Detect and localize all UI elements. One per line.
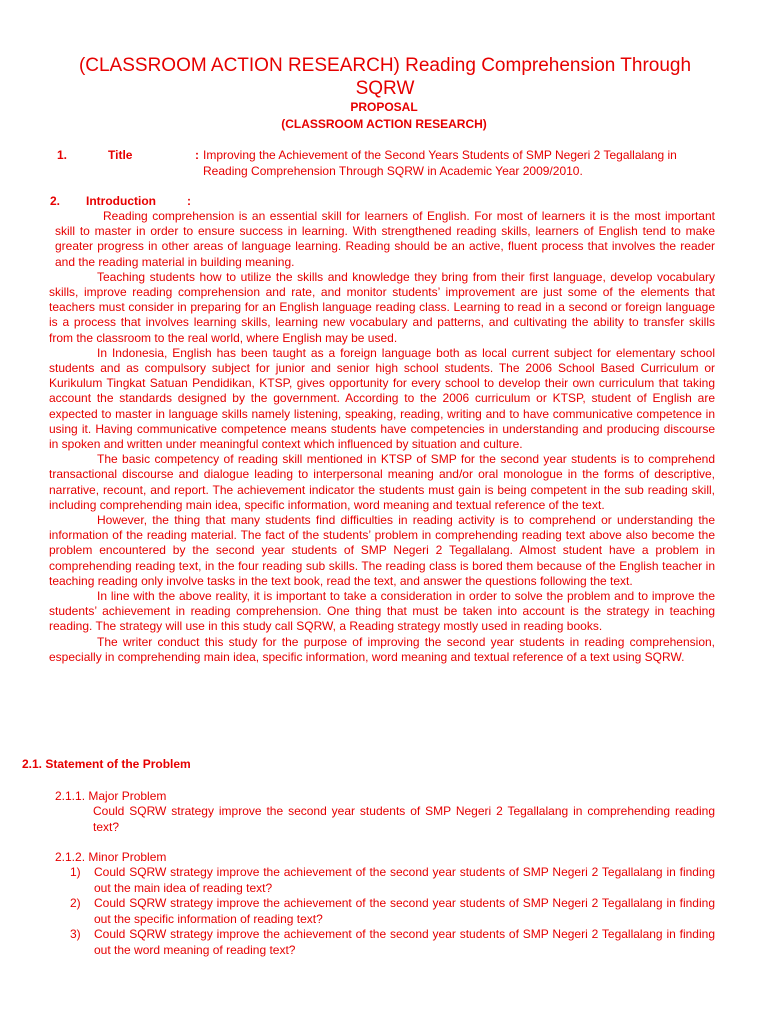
list-item-text: Could SQRW strategy improve the achievement of the second year students of SMP Negeri 2 Tegallalang in finding out the word meaning of reading text? — [94, 927, 715, 957]
intro-section-label: Introduction — [86, 194, 156, 208]
document-title: (CLASSROOM ACTION RESEARCH) Reading Comprehension Through SQRW — [78, 55, 692, 99]
title-section-number: 1. — [57, 148, 68, 162]
introduction-body — [49, 209, 715, 665]
intro-paragraph: However, the thing that many students find difficulties in reading activity is to comprehend or understanding the information of the reading material. The fact of the students’ problem in comprehending reading text above also become the problem encountered by the second year students of SMP Negeri 2 Tegallalang. Almost student have a problem in comprehending reading text, in the four reading sub skills. The reading class is bored them because of the English teacher in teaching reading only involve tasks in the text book, read the text, and answer the questions following the text. — [49, 513, 715, 588]
minor-problem-list — [70, 865, 715, 958]
intro-paragraph: In Indonesia, English has been taught as a foreign language both as local current subject for elementary school students and as compulsory subject for junior and senior high school students. The 2006 School Based Curriculum or Kurikulum Tingkat Satuan Pendidikan, KTSP, gives opportunity for every school to develop their own curriculum that taking account the standards designed by the government. According to the 2006 curriculum or KTSP, student of English are expected to master in language skills namely listening, speaking, reading, writing and to have communicative competence in using it. Having communicative competence means students have competencies in understanding and producing discourse in spoken and written under meaningful context which influenced by situation and culture. — [49, 345, 715, 452]
car-subtitle: (CLASSROOM ACTION RESEARCH) — [281, 117, 487, 131]
intro-paragraph: Reading comprehension is an essential skill for learners of English. For most of learners it is the most important skill to master in order to ensure success in learning. With strengthened reading skills, learners of English tend to make greater progress in other areas of language learning. Reading should be an active, fluent process that involves the reader and the reading material in building meaning. — [55, 209, 715, 269]
major-problem-heading: 2.1.1. Major Problem — [55, 789, 167, 803]
minor-problem-heading: 2.1.2. Minor Problem — [55, 850, 167, 864]
list-item-number: 3) — [70, 927, 81, 941]
proposal-subtitle: PROPOSAL — [350, 100, 418, 114]
list-item-text: Could SQRW strategy improve the achievement of the second year students of SMP Negeri 2 Tegallalang in finding out the specific information of reading text? — [94, 896, 715, 926]
title-section-label: Title — [108, 148, 133, 162]
list-item-number: 2) — [70, 896, 81, 910]
title-section-text: Improving the Achievement of the Second Years Students of SMP Negeri 2 Tegallalang in Reading Comprehension Through SQRW in Academic Year 2009/2010. — [203, 148, 677, 178]
intro-paragraph: In line with the above reality, it is important to take a consideration in order to solve the problem and to improve the students’ achievement in reading comprehension. One thing that must be taken into account is the strategy in teaching reading. The strategy will use in this study call SQRW, a Reading strategy mostly used in reading books. — [49, 589, 715, 634]
problem-statement-heading: 2.1. Statement of the Problem — [22, 757, 191, 771]
title-section-colon: : — [195, 148, 199, 162]
intro-paragraph: The basic competency of reading skill mentioned in KTSP of SMP for the second year students is to comprehend transactional discourse and dialogue leading to interpersonal meaning and/or oral monologue in the forms of descriptive, narrative, recount, and report. The achievement indicator the students must gain is being competent in the sub reading skill, including comprehending main idea, specific information, word meaning and textual reference of the text. — [49, 452, 715, 512]
list-item — [70, 927, 715, 958]
list-item — [70, 865, 715, 896]
list-item-text: Could SQRW strategy improve the achievement of the second year students of SMP Negeri 2 Tegallalang in finding out the main idea of reading text? — [94, 865, 715, 895]
list-item-number: 1) — [70, 865, 81, 879]
list-item — [70, 896, 715, 927]
intro-paragraph: Teaching students how to utilize the skills and knowledge they bring from their first language, develop vocabulary skills, improve reading comprehension and rate, and monitor students’ improvement are just some of the elements that teachers must consider in preparing for an English language reading class. Learning to read in a second or foreign language is a process that involves learning skills, learning new vocabulary and patterns, and cultivating the ability to transfer skills from the classroom to the real world, where English may be used. — [49, 269, 715, 345]
intro-section-number: 2. — [50, 194, 61, 208]
major-problem-text: Could SQRW strategy improve the second year students of SMP Negeri 2 Tegallalang in comprehending reading text? — [93, 804, 715, 834]
intro-section-colon: : — [187, 194, 191, 208]
intro-paragraph: The writer conduct this study for the purpose of improving the second year students in reading comprehension, especially in comprehending main idea, specific information, word meaning and textual reference of a text using SQRW. — [49, 634, 715, 664]
